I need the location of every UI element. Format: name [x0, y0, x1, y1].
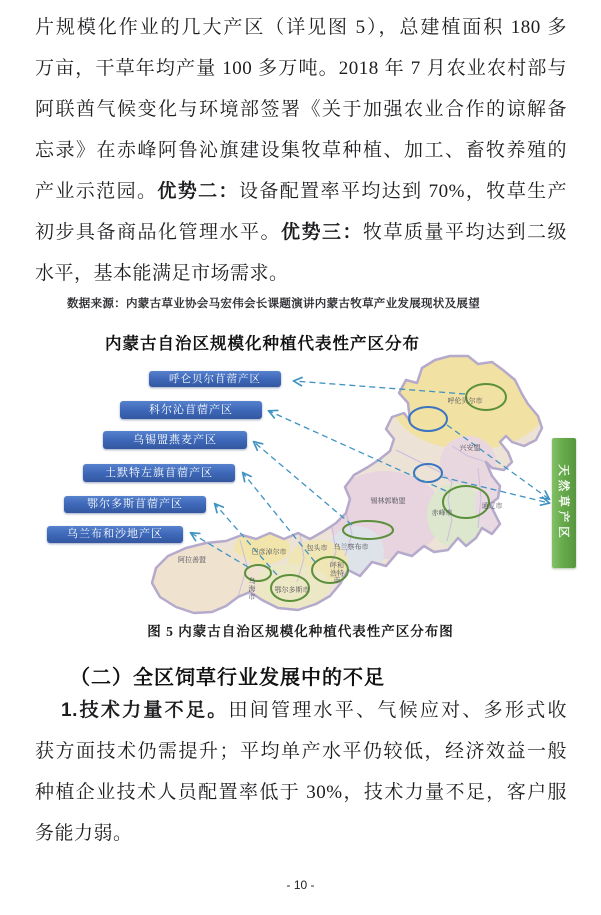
bold-keyword: 1.技术力量不足。 — [61, 700, 229, 721]
body-text: 田间管理水平、气候应对、多形式收 — [228, 700, 567, 721]
map-city-chifeng: 赤峰市 — [431, 510, 453, 518]
body-text: 牧草质量平均达到二级 — [362, 222, 567, 243]
body-line: 阿联酋气候变化与环境部签署《关于加强农业合作的谅解备 — [35, 99, 567, 120]
map-city-wulanchabu: 乌兰察布市 — [333, 544, 369, 552]
body-line: 务能力弱。 — [35, 823, 133, 844]
map-city-alashan: 阿拉善盟 — [178, 557, 206, 565]
bold-keyword: 优势二： — [157, 181, 239, 202]
section-heading: （二）全区饲草行业发展中的不足 — [70, 667, 385, 689]
body-line: 万亩，干草年均产量 100 多万吨。2018 年 7 月农业农村部与 — [35, 58, 567, 79]
map-city-eerduosi: 鄂尔多斯市 — [274, 587, 310, 595]
production-label-keerqin: 科尔沁苜蓿产区 — [120, 401, 262, 419]
data-source-note: 数据来源：内蒙古草业协会马宏伟会长课题演讲内蒙古牧草产业发展现状及展望 — [67, 298, 480, 310]
body-line — [35, 699, 567, 723]
map-city-huhehaote: 呼和浩特市 — [330, 562, 344, 585]
body-line: 水平，基本能满足市场需求。 — [35, 263, 289, 284]
production-label-wuximeng: 乌锡盟燕麦产区 — [103, 431, 247, 449]
production-label-wulanbuhe: 乌兰布和沙地产区 — [47, 526, 183, 543]
map-city-baotou: 包头市 — [306, 545, 328, 553]
body-text: 设备配置率平均达到 70%，牧草生产 — [238, 181, 567, 202]
body-line: 忘录》在赤峰阿鲁沁旗建设集牧草种植、加工、畜牧养殖的 — [35, 140, 567, 161]
body-text: 产业示范园。 — [35, 181, 158, 202]
production-label-eerduosi: 鄂尔多斯苜蓿产区 — [64, 496, 206, 513]
map-city-bayannaoer: 巴彦淖尔市 — [251, 549, 287, 557]
production-label-tumote: 土默特左旗苜蓿产区 — [83, 464, 235, 482]
map-city-xilinguole: 锡林郭勒盟 — [370, 498, 406, 506]
map-city-tongliao: 通辽市 — [481, 503, 503, 511]
map-city-wuhai: 乌海市 — [247, 577, 255, 601]
body-line: 种植企业技术人员配置率低于 30%，技术力量不足，客户服 — [35, 782, 567, 803]
body-text: 初步具备商品化管理水平。 — [35, 222, 281, 243]
figure-title: 内蒙古自治区规模化种植代表性产区分布 — [105, 335, 420, 353]
body-line: 获方面技术仍需提升；平均单产水平仍较低，经济效益一般 — [35, 741, 567, 762]
production-label-hulunbeier: 呼仑贝尔苜蓿产区 — [149, 371, 281, 387]
map-city-xingan: 兴安盟 — [459, 445, 481, 453]
connector-wuximeng-label — [254, 442, 352, 525]
body-line: 片规模化作业的几大产区（详见图 5），总建植面积 180 多 — [35, 17, 567, 38]
page-number: - 10 - — [286, 878, 315, 892]
bold-keyword: 优势三： — [280, 222, 363, 243]
natural-grass-banner-text: 天然草产区 — [557, 464, 569, 542]
natural-grass-banner — [552, 438, 576, 568]
figure-caption: 图 5 内蒙古自治区规模化种植代表性产区分布图 — [147, 624, 454, 639]
map-city-hulunbeier: 呼伦贝尔市 — [447, 398, 483, 406]
